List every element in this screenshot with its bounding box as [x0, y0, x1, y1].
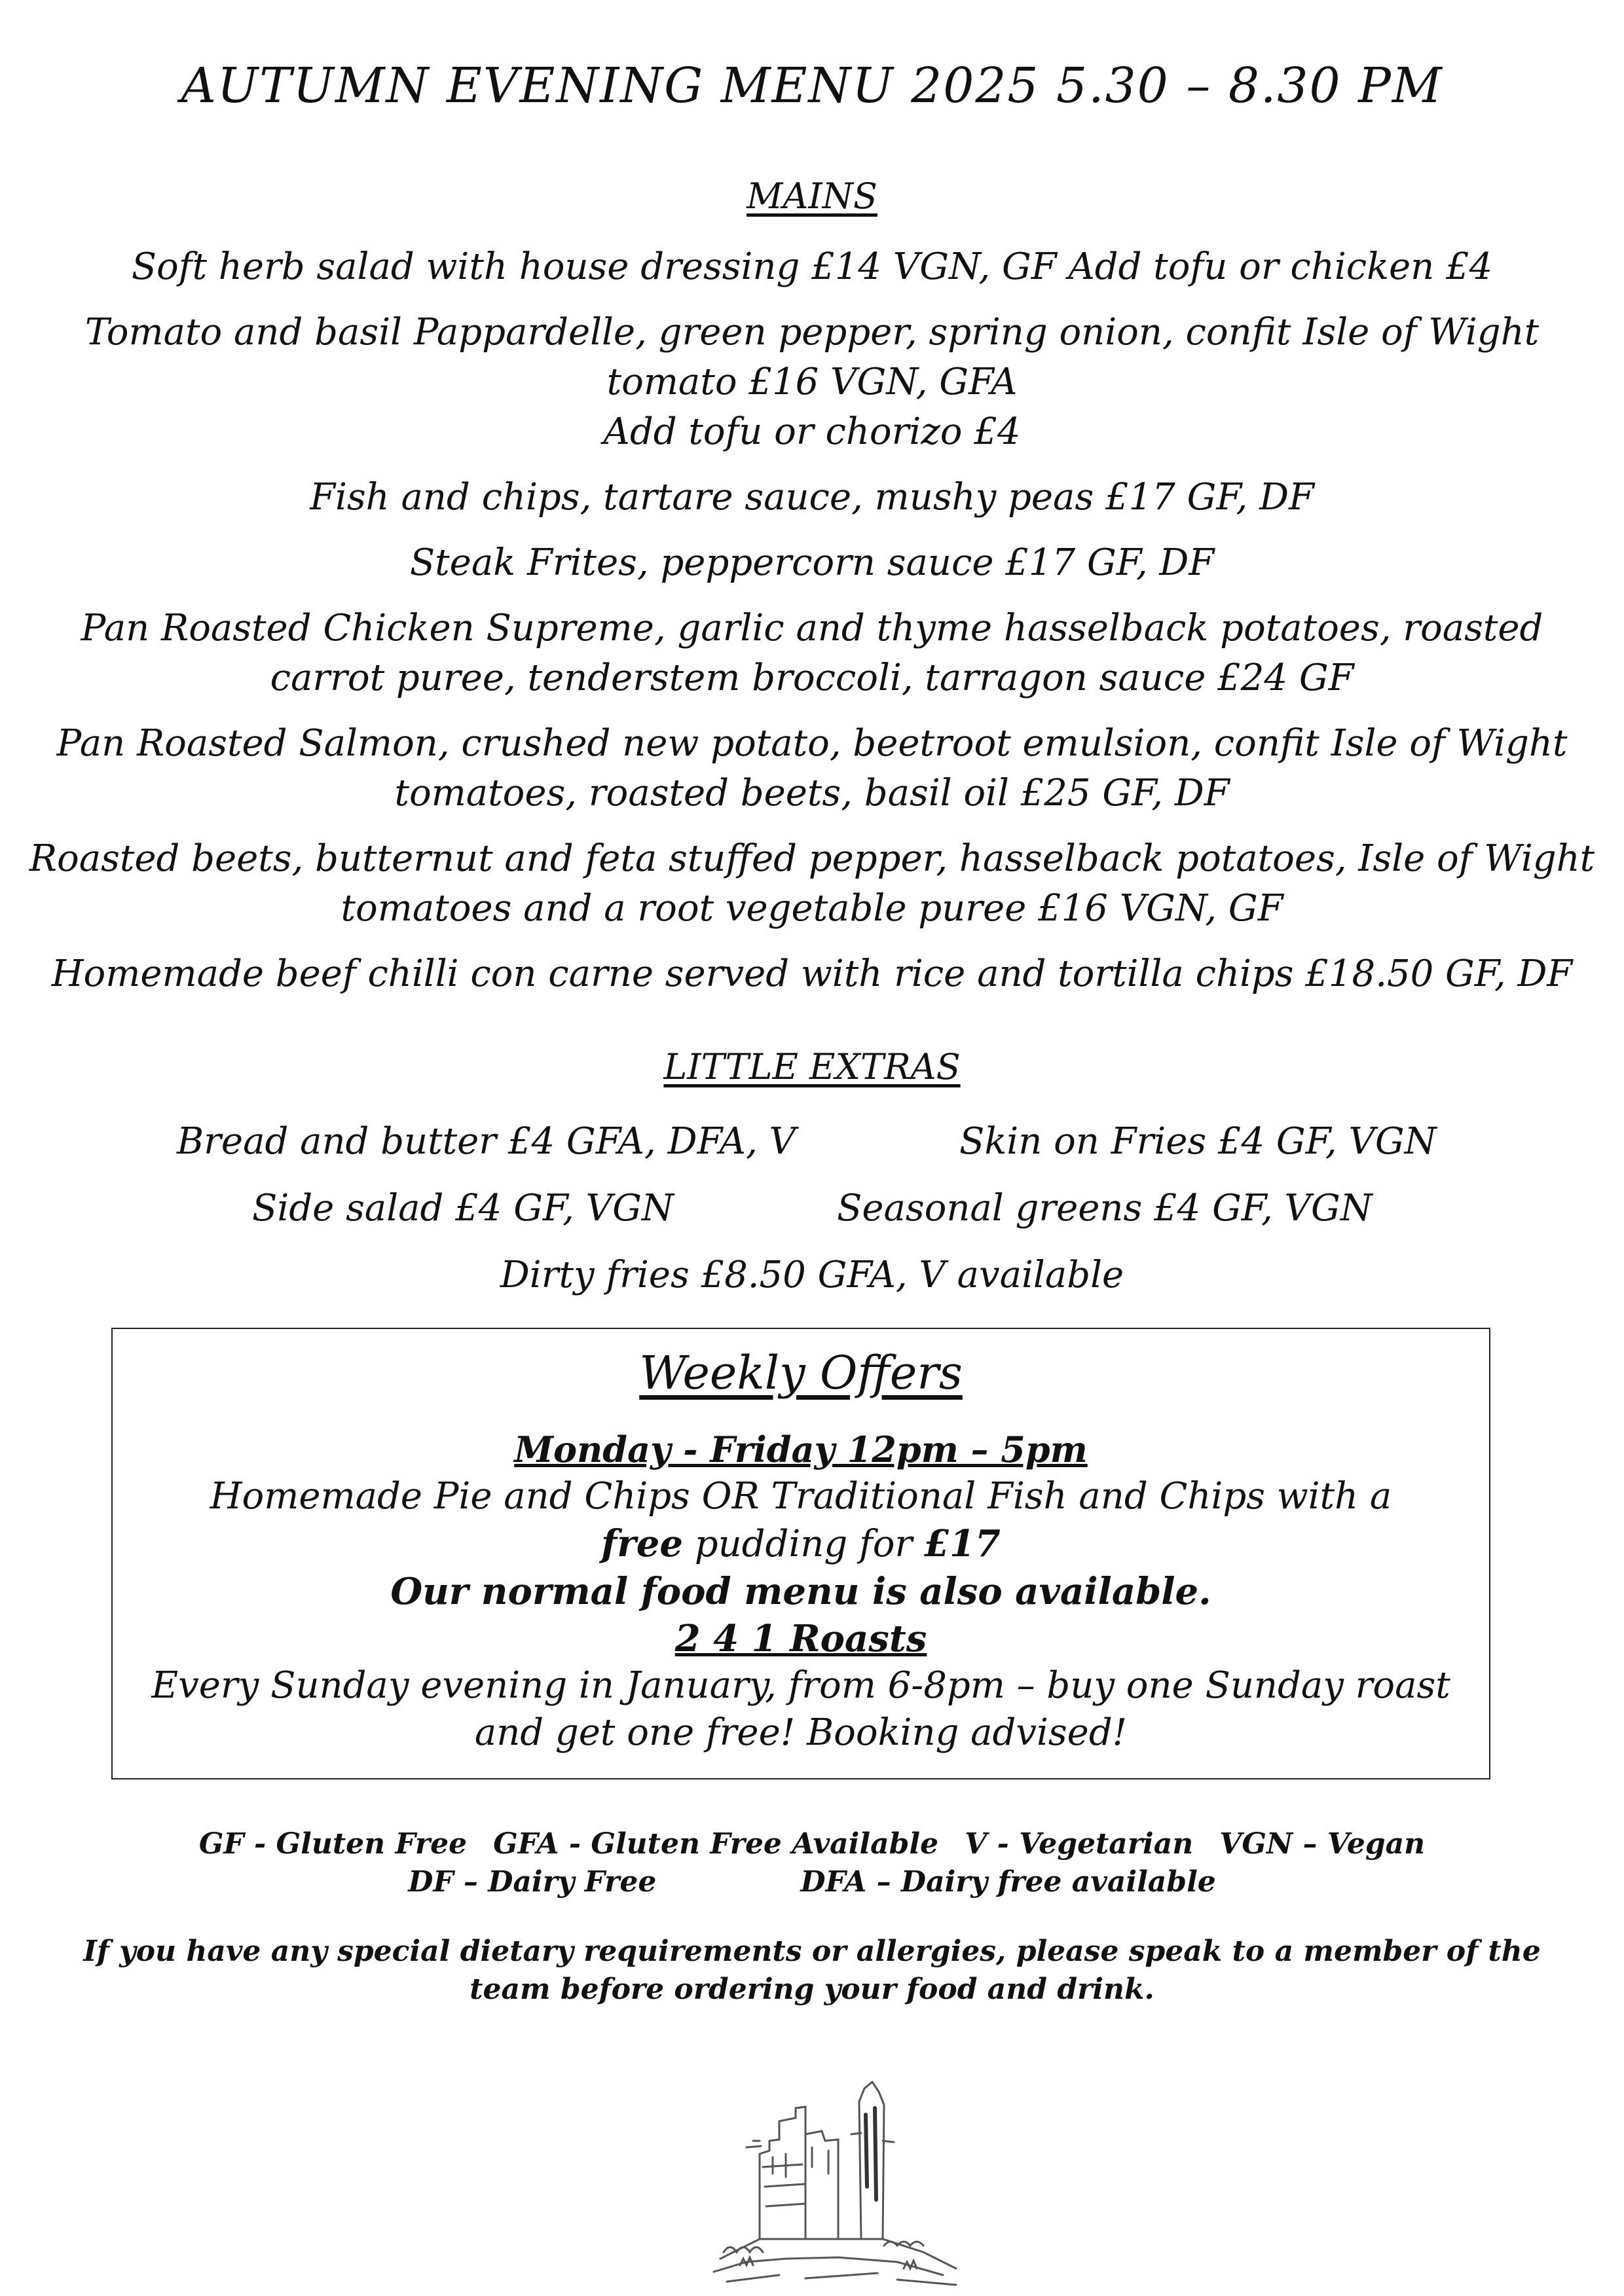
- offers-weekday-heading: Monday - Friday 12pm – 5pm: [514, 1429, 1088, 1470]
- menu-item-line: Add tofu or chorizo £4: [603, 410, 1021, 453]
- offers-title: Weekly Offers: [639, 1346, 963, 1400]
- legend-gf: GF - Gluten Free: [198, 1827, 468, 1861]
- extra-bread: Bread and butter £4 GFA, DFA, V: [177, 1120, 796, 1163]
- menu-item-line: Soft herb salad with house dressing £14 VGN, GF Add tofu or chicken £4: [131, 246, 1493, 288]
- mains-heading: MAINS: [747, 175, 877, 217]
- offers-roasts-heading: 2 4 1 Roasts: [674, 1617, 927, 1660]
- offers-normal-menu: Our normal food menu is also available.: [390, 1570, 1211, 1613]
- dietary-legend: [0, 1825, 1624, 1901]
- legend-dfa: DFA – Dairy free available: [800, 1865, 1216, 1899]
- offers-price: £17: [924, 1522, 1001, 1565]
- extra-dirty-fries: Dirty fries £8.50 GFA, V available: [500, 1254, 1124, 1296]
- menu-item-line: Homemade beef chilli con carne served with rice and tortilla chips £18.50 GF, DF: [51, 953, 1573, 995]
- offers-free-word: free: [601, 1522, 683, 1565]
- extra-greens: Seasonal greens £4 GF, VGN: [837, 1187, 1373, 1230]
- menu-item-line: Fish and chips, tartare sauce, mushy peas £17 GF, DF: [310, 476, 1314, 519]
- offers-pudding-text: pudding for: [682, 1523, 924, 1565]
- menu-item: [26, 719, 1598, 818]
- menu-item-line: Steak Frites, peppercorn sauce £17 GF, DF: [409, 541, 1215, 584]
- menu-item-line: Roasted beets, butternut and feta stuffed pepper, hasselback potatoes, Isle of Wight: [29, 837, 1595, 880]
- castle-ruin-sketch-icon: [707, 2043, 969, 2291]
- legend-v: V - Vegetarian: [965, 1827, 1194, 1861]
- weekly-offers-box: [111, 1328, 1490, 1779]
- menu-item: [26, 949, 1598, 999]
- menu-item: [26, 604, 1598, 703]
- menu-item: [26, 538, 1598, 588]
- menu-item-line: tomatoes, roasted beets, basil oil £25 GF, DF: [394, 772, 1230, 814]
- extras-row: [0, 1250, 1624, 1300]
- offers-roasts-line: Every Sunday evening in January, from 6-8pm – buy one Sunday roast: [151, 1664, 1450, 1707]
- extra-fries: Skin on Fries £4 GF, VGN: [959, 1120, 1437, 1163]
- legend-vgn: VGN – Vegan: [1219, 1827, 1426, 1861]
- offers-weekday-line: Homemade Pie and Chips OR Traditional Fish and Chips with a: [210, 1475, 1392, 1518]
- page-title: AUTUMN EVENING MENU 2025 5.30 – 8.30 PM: [181, 58, 1443, 114]
- extra-side-salad: Side salad £4 GF, VGN: [252, 1187, 674, 1230]
- menu-item-line: Pan Roasted Chicken Supreme, garlic and thyme hasselback potatoes, roasted: [81, 607, 1543, 649]
- extras-heading: LITTLE EXTRAS: [663, 1046, 961, 1087]
- offers-weekday-pudding: [113, 1520, 1489, 1568]
- offers-roasts-line: and get one free! Booking advised!: [474, 1711, 1128, 1754]
- allergy-note: If you have any special dietary requirements or allergies, please speak to a member of the team before ordering your food and drink.: [83, 1935, 1541, 2006]
- menu-item-line: Pan Roasted Salmon, crushed new potato, beetroot emulsion, confit Isle of Wight: [56, 722, 1568, 765]
- menu-item: [26, 242, 1598, 292]
- menu-item-line: carrot puree, tenderstem broccoli, tarragon sauce £24 GF: [270, 657, 1354, 699]
- menu-item: [26, 308, 1598, 457]
- menu-item: [26, 834, 1598, 934]
- legend-gfa: GFA - Gluten Free Available: [493, 1827, 939, 1861]
- menu-item-line: tomato £16 VGN, GFA: [606, 361, 1018, 403]
- mains-list: [26, 242, 1598, 1015]
- menu-item: [26, 473, 1598, 522]
- menu-item-line: Tomato and basil Pappardelle, green pepper, spring onion, confit Isle of Wight: [84, 311, 1540, 354]
- menu-item-line: tomatoes and a root vegetable puree £16 VGN, GF: [341, 887, 1283, 930]
- legend-df: DF – Dairy Free: [408, 1865, 657, 1899]
